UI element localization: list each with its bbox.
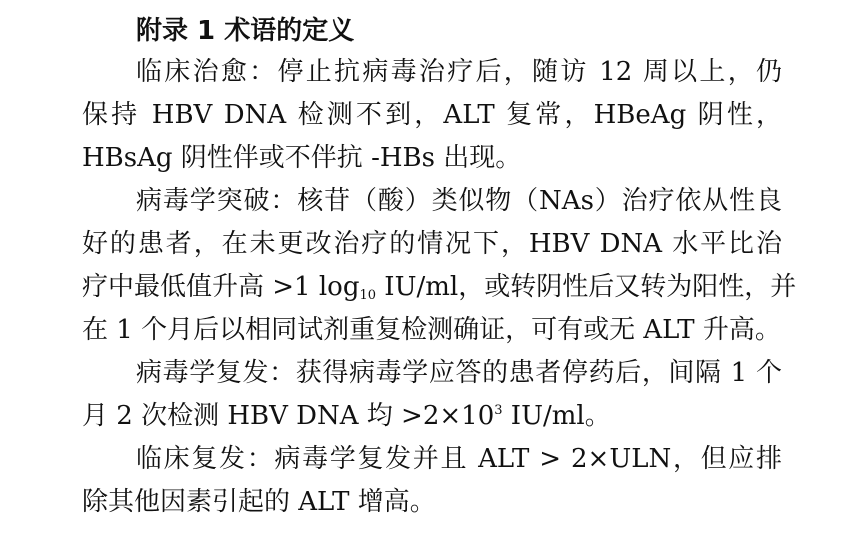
line-text-before-subscript: 疗中最低值升高 >1 log	[82, 272, 360, 302]
definition-virologic-relapse-line-2	[82, 396, 782, 436]
log-base-subscript: 10	[359, 288, 377, 303]
definition-virologic-relapse-line-1: 病毒学复发：获得病毒学应答的患者停药后，间隔 1 个	[136, 358, 782, 388]
definition-clinical-cure-line-1: 临床治愈：停止抗病毒治疗后，随访 12 周以上，仍	[136, 57, 782, 87]
appendix-heading: 附录 1 术语的定义	[136, 16, 355, 46]
definition-virologic-breakthrough-line-4: 在 1 个月后以相同试剂重复检测确证，可有或无 ALT 升高。	[82, 315, 781, 345]
definition-clinical-cure-line-2: 保持 HBV DNA 检测不到，ALT 复常，HBeAg 阴性，	[82, 100, 782, 130]
line-text-after-subscript: IU/ml，或转阴性后又转为阳性，并	[376, 272, 797, 302]
definition-virologic-breakthrough-line-3	[82, 267, 797, 307]
line-text-before-superscript: 月 2 次检测 HBV DNA 均 >2×10	[82, 401, 495, 431]
definition-clinical-cure-line-3: HBsAg 阴性伴或不伴抗 -HBs 出现。	[82, 143, 522, 173]
exponent-superscript: 3	[494, 403, 503, 418]
definition-clinical-relapse-line-1: 临床复发：病毒学复发并且 ALT > 2×ULN，但应排	[136, 444, 782, 474]
definition-virologic-breakthrough-line-2: 好的患者，在未更改治疗的情况下，HBV DNA 水平比治	[82, 229, 782, 259]
definition-virologic-breakthrough-line-1: 病毒学突破：核苷（酸）类似物（NAs）治疗依从性良	[136, 186, 782, 216]
line-text-after-superscript: IU/ml。	[502, 401, 611, 431]
definition-clinical-relapse-line-2: 除其他因素引起的 ALT 增高。	[82, 487, 436, 517]
